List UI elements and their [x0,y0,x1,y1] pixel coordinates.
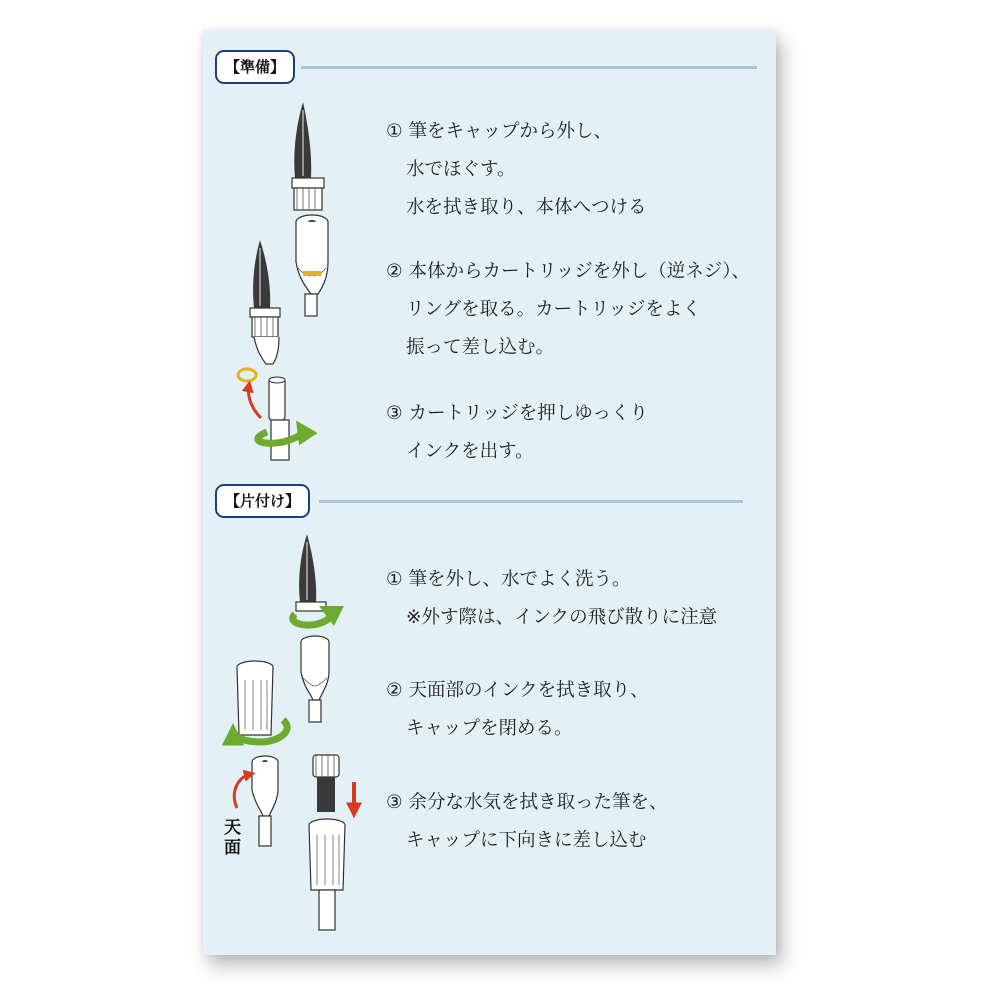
brush-icon [296,534,326,611]
step-number: ③ [386,792,403,813]
pen-body-icon [252,756,278,846]
step-text: 天面部のインクを拭き取り、 [408,680,649,701]
instruction-illustrations [203,30,776,955]
step-number: ① [386,121,403,142]
pen-body-icon [269,377,289,460]
step-number: ① [386,569,403,590]
step-text: 水を拭き取り、本体へつける [406,197,647,218]
step-text: 筆を外し、水でよく洗う。 [408,569,631,590]
ring-icon [303,271,321,276]
pen-body-icon [296,215,328,316]
step-number: ② [386,680,403,701]
step-number: ③ [386,403,403,424]
step-text: 振って差し込む。 [406,337,555,358]
cap-icon [237,661,273,735]
section-title: 【片付け】 [215,484,310,518]
brush-icon [313,755,339,812]
step-text: 筆をキャップから外し、 [408,121,612,142]
step-text: キャップに下向きに差し込む [406,830,647,851]
instruction-card [203,30,776,955]
step-text: キャップを閉める。 [406,718,573,739]
ring-icon [238,369,256,381]
rotate-arrow-icon [293,610,330,625]
step-number: ② [386,261,403,282]
cap-icon [309,819,345,930]
step-text: 水でほぐす。 [406,159,516,180]
step-text: インクを出す。 [406,441,534,462]
curved-arrow-icon [234,774,251,808]
step-text: 本体からカートリッジを外し（逆ネジ）、 [408,261,750,282]
pen-body-icon [301,636,329,722]
brush-icon [292,102,324,210]
brush-icon [250,240,280,364]
step-text: カートリッジを押しゆっくり [408,403,649,424]
step-text: リングを取る。カートリッジをよく [406,299,701,320]
step-text: ※外す際は、インクの飛び散りに注意 [406,607,718,628]
step-text: 余分な水気を拭き取った筆を、 [408,792,668,813]
curved-arrow-icon [249,385,262,418]
section-title: 【準備】 [215,50,295,84]
illustration-label: 天面 [224,818,241,858]
